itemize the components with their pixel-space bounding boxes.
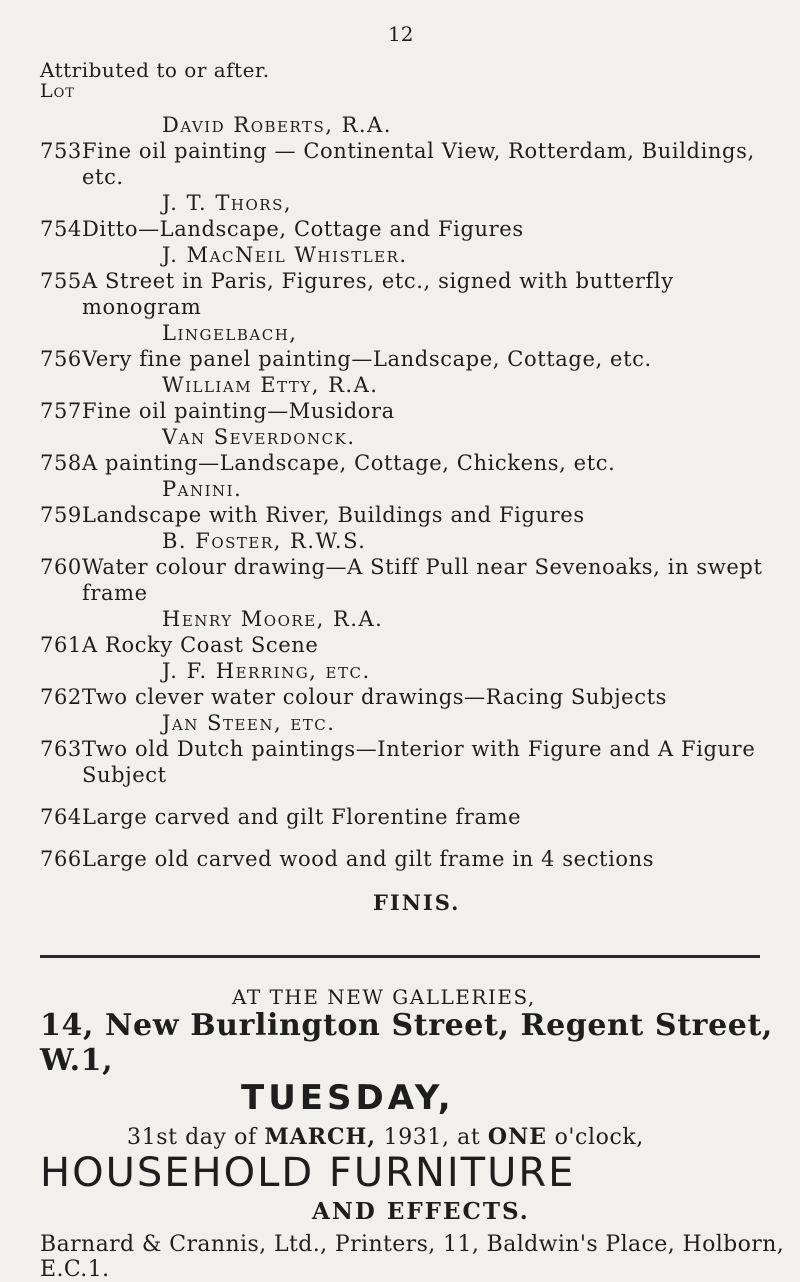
date-month: MARCH, <box>264 1124 376 1150</box>
lot-entry <box>40 710 780 788</box>
sale-subtitle: AND EFFECTS. <box>312 1198 530 1225</box>
lot-entry <box>40 606 780 658</box>
lot-entry <box>40 190 780 242</box>
sale-date <box>127 1124 644 1150</box>
section-heading: Attributed to or after. <box>40 58 270 82</box>
lot-number: 754 <box>40 217 82 241</box>
lot-number: 758 <box>40 451 82 475</box>
lot-artist: J. T. Thors, <box>162 191 293 215</box>
lot-description: Very fine panel painting—Landscape, Cottage, etc. <box>82 347 652 371</box>
lot-list <box>40 112 780 872</box>
lot-column-label: Lot <box>40 80 75 102</box>
lot-description: A Street in Paris, Figures, etc., signed with butterfly monogram <box>82 269 674 319</box>
lot-artist: David Roberts, R.A. <box>162 113 392 137</box>
lot-entry <box>40 242 780 320</box>
divider <box>40 955 760 958</box>
lot-description: Water colour drawing—A Stiff Pull near Sevenoaks, in swept frame <box>82 555 763 605</box>
lot-artist: Jan Steen, etc. <box>162 711 336 735</box>
lot-number: 766 <box>40 847 82 871</box>
date-mid: 1931, at <box>383 1125 481 1150</box>
date-suffix: o'clock, <box>554 1125 644 1150</box>
lot-entry <box>40 846 780 872</box>
lot-entry <box>40 476 780 528</box>
date-prefix: 31st day of <box>127 1125 257 1150</box>
lot-description: Two old Dutch paintings—Interior with Figure and A Figure Subject <box>82 737 756 787</box>
lot-description: Fine oil painting — Continental View, Rotterdam, Buildings, etc. <box>82 139 755 189</box>
lot-number: 761 <box>40 633 82 657</box>
lot-artist: William Etty, R.A. <box>162 373 379 397</box>
lot-number: 762 <box>40 685 82 709</box>
lot-artist: Henry Moore, R.A. <box>162 607 384 631</box>
lot-entry <box>40 528 780 606</box>
lot-artist: J. MacNeil Whistler. <box>162 243 408 267</box>
finis-heading: FINIS. <box>373 890 461 915</box>
spacer <box>40 788 780 804</box>
lot-description: A Rocky Coast Scene <box>82 633 319 657</box>
lot-description: Landscape with River, Buildings and Figures <box>82 503 585 527</box>
lot-number: 756 <box>40 347 82 371</box>
lot-entry <box>40 320 780 372</box>
lot-artist: Panini. <box>162 477 243 501</box>
lot-entry <box>40 372 780 424</box>
sale-day: TUESDAY, <box>241 1078 455 1118</box>
lot-number: 757 <box>40 399 82 423</box>
lot-number: 764 <box>40 805 82 829</box>
lot-number: 763 <box>40 737 82 761</box>
lot-artist: B. Foster, R.W.S. <box>162 529 367 553</box>
lot-entry <box>40 424 780 476</box>
venue-line: AT THE NEW GALLERIES, <box>232 985 536 1009</box>
lot-description: A painting—Landscape, Cottage, Chickens, etc. <box>82 451 616 475</box>
lot-number: 760 <box>40 555 82 579</box>
printer-imprint: Barnard & Crannis, Ltd., Printers, 11, Baldwin's Place, Holborn, E.C.1. <box>40 1232 785 1282</box>
date-hour: ONE <box>487 1124 547 1150</box>
lot-number: 759 <box>40 503 82 527</box>
sale-title: HOUSEHOLD FURNITURE <box>40 1150 576 1196</box>
venue-address: 14, New Burlington Street, Regent Street, W.1, <box>40 1008 773 1078</box>
lot-description: Fine oil painting—Musidora <box>82 399 395 423</box>
lot-artist: Lingelbach, <box>162 321 298 345</box>
lot-number: 755 <box>40 269 82 293</box>
lot-entry <box>40 658 780 710</box>
lot-description: Ditto—Landscape, Cottage and Figures <box>82 217 524 241</box>
lot-artist: J. F. Herring, etc. <box>162 659 371 683</box>
lot-description: Two clever water colour drawings—Racing Subjects <box>82 685 667 709</box>
lot-description: Large old carved wood and gilt frame in 4 sections <box>82 847 655 871</box>
lot-artist: Van Severdonck. <box>162 425 356 449</box>
lot-entry <box>40 804 780 830</box>
spacer <box>40 830 780 846</box>
lot-entry <box>40 112 780 190</box>
page-number: 12 <box>388 22 414 46</box>
lot-description: Large carved and gilt Florentine frame <box>82 805 522 829</box>
lot-number: 753 <box>40 139 82 163</box>
